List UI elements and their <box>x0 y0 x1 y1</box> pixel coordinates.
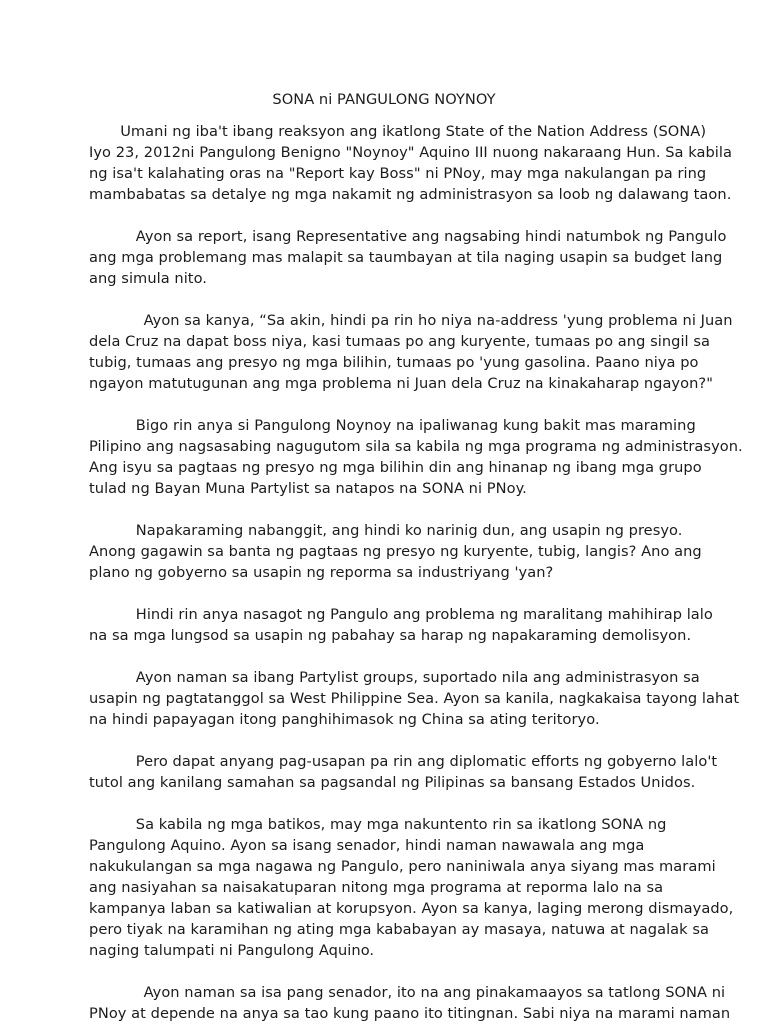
paragraph-line: ng isa't kalahating oras na "Report kay Boss" ni PNoy, may mga nakulangan pa ring <box>89 165 707 182</box>
paragraph <box>89 604 713 646</box>
paragraph <box>89 310 733 394</box>
paragraph-line: tulad ng Bayan Muna Partylist sa natapos na SONA ni PNoy. <box>89 480 527 497</box>
paragraph-line: kampanya laban sa katiwalian at korupsyon. Ayon sa kanya, laging merong dismayado, <box>89 900 734 917</box>
paragraph <box>89 415 743 499</box>
paragraph-line: ang mga problemang mas malapit sa taumbayan at tila naging usapin sa budget lang <box>89 249 723 266</box>
paragraph-line: na hindi papayagan itong panghihimasok ng China sa ating teritoryo. <box>89 711 600 728</box>
paragraph-line: naging talumpati ni Pangulong Aquino. <box>89 942 375 959</box>
paragraph-line: usapin ng pagtatanggol sa West Philippine Sea. Ayon sa kanila, nagkakaisa tayong lahat <box>89 690 740 707</box>
paragraph-line: ngayon matutugunan ang mga problema ni Juan dela Cruz na kinakaharap ngayon?" <box>89 375 713 392</box>
paragraph <box>89 982 731 1024</box>
paragraph <box>89 121 732 205</box>
paragraph-line: nakukulangan sa mga nagawa ng Pangulo, pero naniniwala anya siyang mas marami <box>89 858 716 875</box>
paragraph-line: Hindi rin anya nasagot ng Pangulo ang problema ng maralitang mahihirap lalo <box>135 606 713 623</box>
paragraph-line: Anong gagawin sa banta ng pagtaas ng presyo ng kuryente, tubig, langis? Ano ang <box>89 543 702 560</box>
paragraph-line: pero tiyak na karamihan ng ating mga kababayan ay masaya, natuwa at nagalak sa <box>89 921 710 938</box>
paragraph-line: Pilipino ang nagsasabing nagugutom sila sa kabila ng mga programa ng administrasyon. <box>89 438 743 455</box>
paragraph-line: Sa kabila ng mga batikos, may mga nakuntento rin sa ikatlong SONA ng <box>135 816 667 833</box>
paragraph-line: tutol ang kanilang samahan sa pagsandal ng Pilipinas sa bansang Estados Unidos. <box>89 774 696 791</box>
paragraph <box>89 667 740 730</box>
paragraph-line: Ayon naman sa isa pang senador, ito na ang pinakamaayos sa tatlong SONA ni <box>143 984 726 1001</box>
paragraph-line: mambabatas sa detalye ng mga nakamit ng administrasyon sa loob ng dalawang taon. <box>89 186 732 203</box>
paragraph <box>89 226 727 289</box>
paragraph-line: Ang isyu sa pagtaas ng presyo ng mga bilihin din ang hinanap ng ibang mga grupo <box>89 459 702 476</box>
paragraph-line: na sa mga lungsod sa usapin ng pabahay sa harap ng napakaraming demolisyon. <box>89 627 692 644</box>
paragraph-line: ang simula nito. <box>89 270 207 287</box>
paragraph-line: tubig, tumaas ang presyo ng mga bilihin, tumaas po 'yung gasolina. Paano niya po <box>89 354 699 371</box>
paragraph-line: Pangulong Aquino. Ayon sa isang senador, hindi naman nawawala ang mga <box>89 837 645 854</box>
paragraph-line: Iyo 23, 2012ni Pangulong Benigno "Noynoy" Aquino III nuong nakaraang Hun. Sa kabila <box>89 144 732 161</box>
document-title: SONA ni PANGULONG NOYNOY <box>272 91 496 108</box>
paragraph-line: Umani ng iba't ibang reaksyon ang ikatlong State of the Nation Address (SONA) <box>120 123 707 140</box>
paragraph-line: Bigo rin anya si Pangulong Noynoy na ipaliwanag kung bakit mas maraming <box>135 417 696 434</box>
paragraph-line: PNoy at depende na anya sa tao kung paano ito titingnan. Sabi niya na marami naman <box>89 1005 731 1022</box>
paragraph-line: Ayon naman sa ibang Partylist groups, suportado nila ang administrasyon sa <box>135 669 700 686</box>
paragraph-line: Ayon sa report, isang Representative ang nagsabing hindi natumbok ng Pangulo <box>135 228 727 245</box>
paragraph-line: plano ng gobyerno sa usapin ng reporma sa industriyang 'yan? <box>89 564 554 581</box>
paragraph-line: Ayon sa kanya, “Sa akin, hindi pa rin ho niya na-address 'yung problema ni Juan <box>143 312 733 329</box>
paragraph <box>89 751 718 793</box>
paragraph-line: ang nasiyahan sa naisakatuparan nitong mga programa at reporma lalo na sa <box>89 879 664 896</box>
document-body <box>89 121 743 1024</box>
paragraph <box>89 814 734 961</box>
paragraph-line: Pero dapat anyang pag-usapan pa rin ang diplomatic efforts ng gobyerno lalo't <box>135 753 718 770</box>
paragraph <box>89 520 702 583</box>
paragraph-line: Napakaraming nabanggit, ang hindi ko narinig dun, ang usapin ng presyo. <box>135 522 683 539</box>
paragraph-line: dela Cruz na dapat boss niya, kasi tumaas po ang kuryente, tumaas po ang singil sa <box>89 333 710 350</box>
